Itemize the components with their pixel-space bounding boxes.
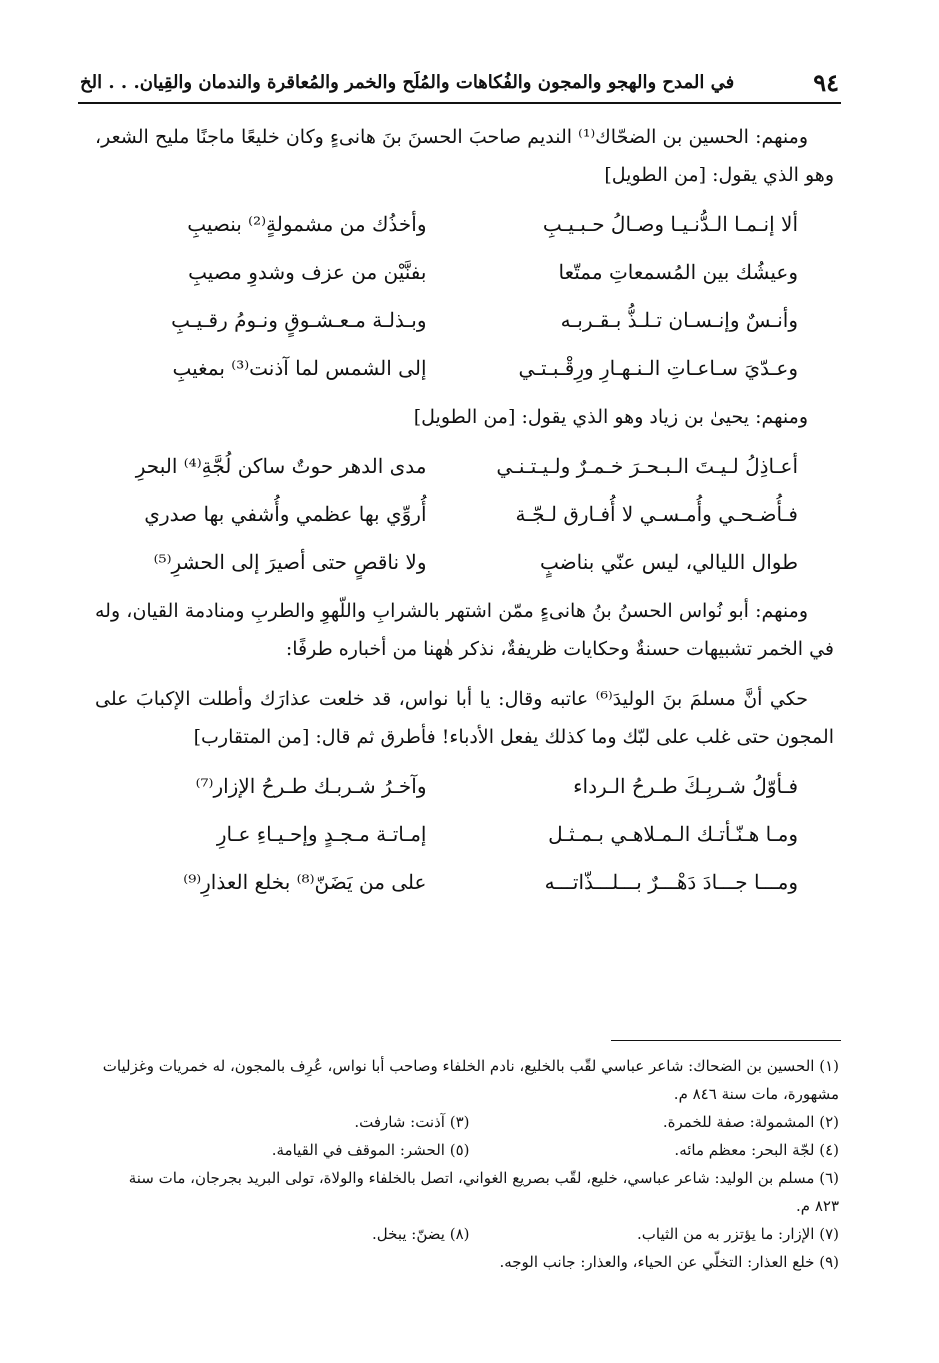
footnote-row [100,1108,839,1136]
page-header [80,62,839,102]
paragraph-1: ومنهم: الحسين بن الضحّاك⁽¹⁾ النديم صاحبَ الحسنَ بنَ هانىءٍ وكان خليعًا ماجنًا مليح الشعر، وهو الذي يقول: [من الطويل] [95,126,834,186]
footnote-8: (٨) يضنّ: يبخل. [372,1225,470,1243]
footnote-row [100,1136,839,1164]
footnote-7: (٧) الإزار: ما يؤتزر به من الثياب. [637,1225,839,1243]
verse [95,490,834,538]
first-hemistich: ومـــا جـــادَ دَهْـــرٌ بـــلـــذّاتـــه [544,870,798,894]
second-hemistich: وأخذُك من مشمولةٍ⁽²⁾ بنصيبِ [187,212,427,236]
footnote-row [100,1220,839,1248]
paragraph-4: حكي أنَّ مسلمَ بنَ الوليدَ⁽⁶⁾ عاتبه وقال: يا أبا نواس، قد خلعت عذارَك وأطلت الإكبابَ على المجون حتى غلب على لبّك وما كذلك يفعل الأدباء! فأطرق ثم قال: [من المتقارب] [95,688,834,748]
footnotes [100,1052,839,1276]
second-hemistich: بفنَّيْن من عزف وشدوِ مصيبِ [188,260,427,284]
first-hemistich: ومـا هـنّـأتـك الـمـلاهـي بـمـثـل [548,822,798,846]
verse [95,858,834,906]
first-hemistich: وعـدّيَ سـاعـاتِ الـنـهـارِ ورِقْـبـتـي [518,356,798,380]
second-hemistich: على من يَضَنّ⁽⁸⁾ بخلع العذارِ⁽⁹⁾ [183,870,427,894]
verse [95,248,834,296]
footnote-6: (٦) مسلم بن الوليد: شاعر عباسي، خليع، لقّب بصريع الغواني، اتصل بالخلفاء والولاة، تولى البريد بجرجان، مات سنة ٨٢٣ م. [128,1169,839,1215]
verse [95,810,834,858]
paragraph-2: ومنهم: يحيىٰ بن زياد وهو الذي يقول: [من الطويل] [413,406,808,428]
spacer [95,668,834,680]
second-hemistich: إلى الشمس لما آذنت⁽³⁾ بمغيبِ [172,356,427,380]
verse [95,344,834,392]
first-hemistich: طوال الليالي، ليس عنّي بناضبٍ [540,550,798,574]
footnote-rule [611,1040,841,1041]
page-number: ٩٤ [813,67,839,97]
footnote-5: (٥) الحشر: الموقف في القيامة. [271,1141,470,1159]
paragraph-3: ومنهم: أبو نُواس الحسنُ بنُ هانىءٍ ممّن اشتهر بالشرابِ واللّهوِ والطربِ ومنادمة القيان، وله في الخمر تشبيهات حسنةٌ وحكايات ظريفةٌ، نذكر هٰهنا من أخباره طرفًا: [95,600,834,660]
poem-3 [95,762,834,906]
verse [95,762,834,810]
first-hemistich: وعيشُك بين المُسمعاتِ ممتّعا [558,260,798,284]
second-hemistich: ولا ناقصٍ حتى أصيرَ إلى الحشرِ⁽⁵⁾ [153,550,427,574]
footnote-2: (٢) المشمولة: صفة للخمرة. [662,1113,839,1131]
footnote-4: (٤) لجّة البحر: معظم مائه. [674,1141,839,1159]
verse [95,442,834,490]
poem-1 [95,200,834,392]
second-hemistich: أُروِّي بها عظمي وأُشفي بها صدري [144,502,427,526]
poem-2 [95,442,834,586]
second-hemistich: وآخـرُ شـربـك طـرحُ الإزار⁽⁷⁾ [195,774,427,798]
first-hemistich: وأنـسٌ وإنـسـان تـلـذُّ بـقـربـه [560,308,798,332]
first-hemistich: أعـاذِلُ لـيـتَ الـبـحـرَ خـمـرٌ ولـيـتـنـي [496,454,798,478]
verse [95,200,834,248]
second-hemistich: إمـاتـة مـجـدٍ وإحـيـاءِ عـارِ [216,822,427,846]
verse [95,538,834,586]
first-hemistich: فـأُضـحـي وأُمـسـي لا أُفـارق لـجّـة [515,502,798,526]
first-hemistich: فـأوّلُ شـربِـكَ طـرحُ الـرداء [573,774,798,798]
second-hemistich: مدى الدهر حوتٌ ساكن لُجَّةِ⁽⁴⁾ البحرِ [135,454,427,478]
header-rule [78,102,841,104]
running-title: في المدح والهجو والمجون والفُكاهات والمُلَح والخمر والمُعاقرة والندمان والقِيان. . . الخ [80,71,735,93]
footnote-3: (٣) آذنت: شارفت. [354,1113,470,1131]
verse [95,296,834,344]
main-text [95,118,834,912]
footnote-1: (١) الحسين بن الضحاك: شاعر عباسي لقّب بالخليع، نادم الخلفاء وصاحب أبا نواس، عُرِف بالمجون، له خمريات وغزليات مشهورة، مات سنة ٨٤٦ م. [102,1057,839,1103]
first-hemistich: ألا إنـمـا الـدُّنـيـا وصـالُ حـبـيـبِ [542,212,798,236]
footnote-9: (٩) خلع العذار: التخلّي عن الحياء، والعذار: جانب الوجه. [499,1253,839,1271]
second-hemistich: وبـذلـة مـعـشـوقٍ ونـومُ رقـيـبِ [171,308,427,332]
